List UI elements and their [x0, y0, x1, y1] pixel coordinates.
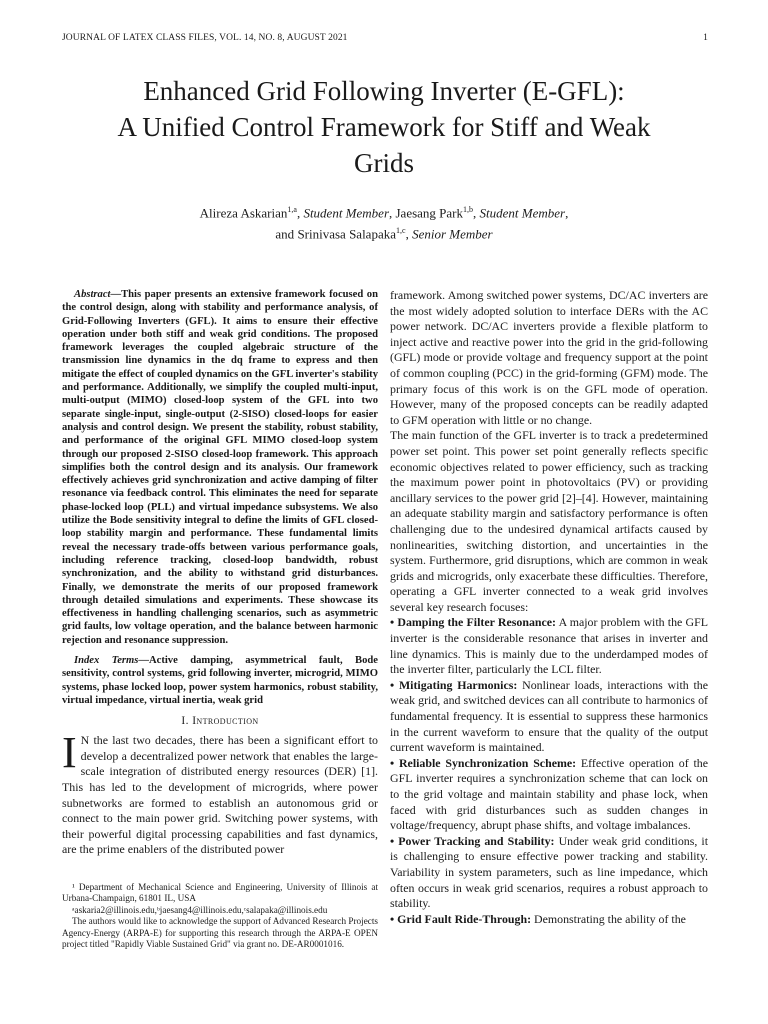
research-focus-item: [390, 834, 708, 912]
index-terms-label: Index Terms: [74, 655, 139, 667]
focus-title: • Grid Fault Ride-Through:: [390, 911, 532, 926]
author-affiliation-mark: 1,b: [463, 205, 474, 214]
author-membership: Senior Member: [412, 226, 493, 242]
journal-info: JOURNAL OF LATEX CLASS FILES, VOL. 14, NO. 8, AUGUST 2021: [62, 33, 348, 43]
index-terms-text: —Active damping, asymmetrical fault, Bode sensitivity, control systems, grid following inverter, microgrid, MIMO systems, phase locked loop, power system harmonics, robust stability, virtual impedance, virtual inertia, weak grid: [62, 655, 378, 706]
section-number: I.: [181, 715, 189, 728]
footnote-emails: ᵃaskaria2@illinois.edu,ᵇjaesang4@illinois.edu,ᶜsalapaka@illinois.edu: [72, 904, 328, 915]
author-membership: Student Member: [303, 205, 389, 221]
footnote-affiliation: ¹ Department of Mechanical Science and Engineering, University of Illinois at Urbana-Champaign, 61801 IL, USA: [62, 882, 378, 904]
running-header: [62, 33, 708, 43]
intro-paragraph: [62, 728, 378, 858]
body-paragraph: framework. Among switched power systems, DC/AC inverters are the most widely adopted solution to interface DERs with the AC power network. DC/AC inverters provide a flexible platform to inject active and reactive power into the grid in the grid-following (GFL) mode or provide voltage and frequency support at the point of common coupling (PCC) in the grid-forming (GFM) mode. The primary focus of this work is on the GFL mode of operation. However, many of the proposed concepts can be readily adapted to GFM operation with little or no change.: [390, 288, 708, 427]
right-column: [390, 288, 708, 927]
focus-title: • Power Tracking and Stability:: [390, 833, 555, 848]
focus-title: • Damping the Filter Resonance:: [390, 615, 557, 630]
research-focus-item: [390, 678, 708, 756]
research-focus-item: [390, 912, 708, 928]
abstract: [62, 288, 378, 647]
author-list: [40, 201, 728, 244]
author-line-2: and Srinivasa Salapaka$^{1,c}$, Senior Member: [275, 226, 493, 242]
focus-title: • Mitigating Harmonics:: [390, 677, 518, 692]
focus-text: Under weak grid conditions, it is challenging to ensure effective power tracking and stability. Variability in system parameters, such as line impedance, which often occurs in weak grid scenarios, requires a robust approach to stability.: [390, 833, 708, 911]
body-paragraph: The main function of the GFL inverter is to track a predetermined power set point. This power set point generally reflects specific economic objectives related to power efficiency, such as tracking the maximum power point in photovoltaics (PV) or providing ancillary services to the power grid [2]–[4]. However, maintaining an adequate stability margin and satisfactory performance is often challenging due to the undesired dynamical artifacts caused by nonlinearities, switching distortion, and uncertainties in the system. Furthermore, grid disruptions, which are common in weak grids and microgrids, only exacerbate these difficulties. Therefore, operating a GFL inverter connected to a weak grid involves several key research focuses:: [390, 428, 708, 614]
title-line-3: Grids: [354, 148, 414, 178]
section-heading: [62, 715, 378, 727]
research-focus-item: [390, 615, 708, 677]
abstract-text: —This paper presents an extensive framework focused on the control design, along with stability and performance analysis, of Grid-Following Inverters (GFL). It aims to ensure their effective operation under both stiff and weak grid conditions. The proposed framework leverages the coupled algebraic structure of the transmission line dynamics in the dq frame to express and then mitigate the effect of coupled dynamics on the GFL inverter's stability and performance. Additionally, we simplify the coupled multi-input, multi-output (MIMO) closed-loop system of the GFL into two separate single-input, single-output (2-SISO) closed-loops for easier analysis and control design. We present the stability, robust stability, and performance of the original GFL MIMO closed-loop system through our proposed 2-SISO closed-loop framework. This approach simplifies both the control design and its analysis. Our framework effectively achieves grid synchronization and active damping of filter resonance via feedback control. This eliminates the need for separate phase-locked loop (PLL) and virtual impedance subsystems. We also utilize the Bode sensitivity integral to define the limits of GFL closed-loop stability margin and performance. These fundamental limits reveal the necessary trade-offs between various performance goals, including reference tracking, closed-loop bandwidth, robust synchronization, and the ability to withstand grid disturbances. Finally, we demonstrate the merits of our proposed framework through detailed simulations and experiments. These showcase its effectiveness in handling challenging scenarios, such as asymmetric grid faults, low voltage operation, and the balance between harmonic rejection and resonance suppression.: [62, 289, 379, 646]
focus-text: Demonstrating the ability of the: [531, 911, 686, 926]
focus-text: Nonlinear loads, interactions with the weak grid, and switched devices can all contribute to harmonics of fundamental frequency. It is essential to suppress these harmonics in the current waveform to ensure that the quality of the output current waveform is maintained.: [390, 677, 709, 755]
left-column: [62, 288, 378, 858]
author-name: Srinivasa Salapaka: [297, 226, 396, 242]
abstract-label: Abstract: [74, 289, 111, 300]
title-line-2: A Unified Control Framework for Stiff and Weak: [117, 112, 651, 142]
author-conjunction: and: [275, 226, 295, 242]
focus-title: • Reliable Synchronization Scheme:: [390, 755, 577, 770]
title-line-1: Enhanced Grid Following Inverter (E-GFL):: [143, 76, 625, 106]
author-membership: Student Member: [479, 205, 566, 221]
author-name: Alireza Askarian: [199, 205, 288, 221]
index-terms: [62, 654, 378, 707]
intro-text: N the last two decades, there has been a significant effort to develop a decentralized power network that enables the large-scale integration of distributed energy resources (DER) [1]. This has led to the development of microgrids, where power subnetworks are formed to establish an autonomous grid or connect to the main power grid. Switching power systems, with their powerful digital processing capabilities and fast dynamics, are the prime enablers of the distributed power: [62, 733, 378, 857]
paper-title: [40, 73, 728, 181]
author-name: Jaesang Park: [395, 205, 464, 221]
focus-text: Effective operation of the GFL inverter requires a synchronization scheme that can lock on to the grid voltage and maintain stability and phase lock, when faced with grid disturbances such as sudden changes in voltage/frequency, abrupt phase shifts, and voltage imbalances.: [390, 755, 708, 833]
author-affiliation-mark: 1,a: [287, 205, 297, 214]
focus-text: A major problem with the GFL inverter is the considerable resonance that arises in inverter and line dynamics. This is mainly due to the underdamped modes of the inverter filter, particularly the LCL filter.: [390, 615, 708, 677]
author-affiliation-mark: 1,c: [396, 226, 406, 236]
drop-cap: I: [62, 728, 77, 778]
footnote-acknowledgment: The authors would like to acknowledge the support of Advanced Research Projects Agency-Energy (ARPA-E) for supporting this research through the ARPA-E OPEN project titled "Rapidly Viable Sustained Grid" via grant no. DE-AR0001016.: [62, 916, 378, 950]
author-line-1: Alireza Askarian$^{1,a}$, Student Member, Jaesang Park$^{1,b}$, Student Member,: [199, 205, 569, 221]
footnote: [62, 882, 378, 950]
research-focus-item: [390, 756, 708, 834]
section-title: Introduction: [192, 715, 259, 728]
page-number: 1: [703, 33, 708, 43]
